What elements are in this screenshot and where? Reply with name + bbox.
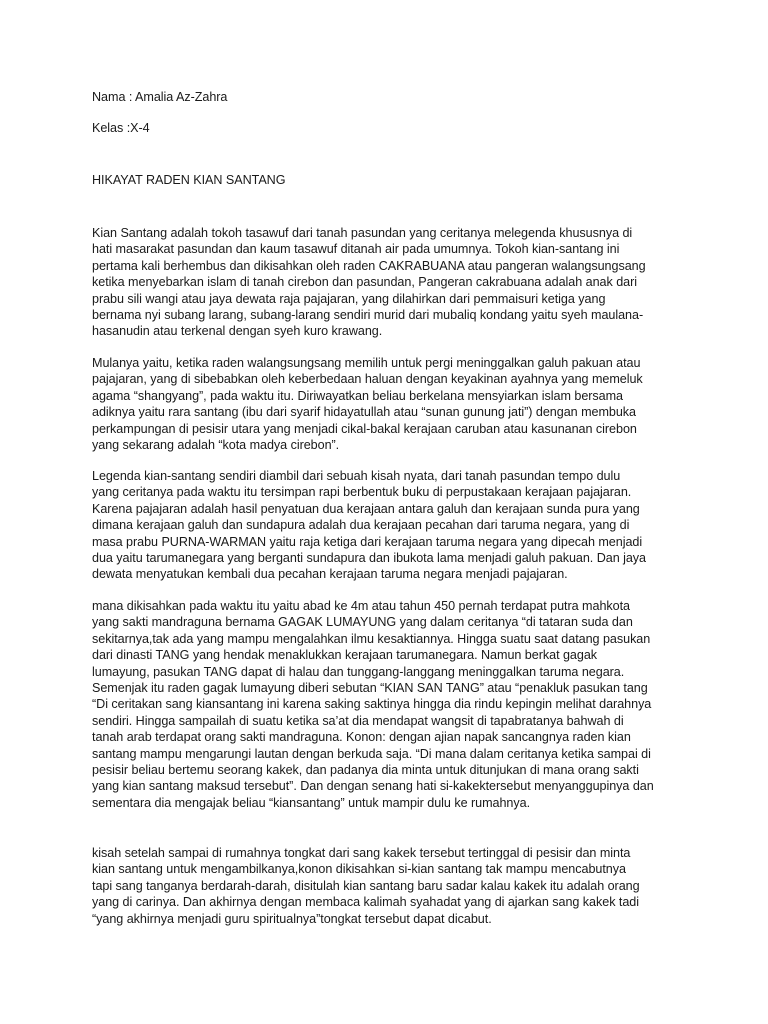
paragraph-2 — [92, 355, 698, 453]
text-line: lumayung, pasukan TANG dapat di halau dan tunggang-langgang meninggalkan taruma negara. — [92, 664, 625, 679]
text-line: Semenjak itu raden gagak lumayung diberi sebutan “KIAN SAN TANG” atau “penakluk pasukan tang — [92, 681, 648, 696]
student-name: Nama : Amalia Az-Zahra — [92, 90, 228, 104]
text-line: yang kian santang maksud tersebut”. Dan dengan senang hati si-kakektersebut menyanggupinya dan — [92, 779, 654, 794]
paragraph-5 — [92, 845, 698, 927]
paragraph-1 — [92, 225, 698, 340]
text-line: “Di ceritakan sang kiansantang ini karena saking saktinya hingga dia rindu kepingin melihat darahnya — [92, 697, 652, 712]
text-line: kian santang untuk mengambilkanya,konon dikisahkan si-kian santang tak mampu mencabutnya — [92, 862, 626, 877]
text-line: santang mampu mengarungi lautan dengan berkuda saja. “Di mana dalam ceritanya ketika sampai di — [92, 746, 651, 761]
paragraph-4 — [92, 598, 698, 811]
text-line: yang sakti mandraguna bernama GAGAK LUMAYUNG yang dalam ceritanya “di tataran suda dan — [92, 615, 633, 630]
text-line: kisah setelah sampai di rumahnya tongkat dari sang kakek tersebut tertinggal di pesisir dan minta — [92, 846, 631, 860]
text-line: Kian Santang adalah tokoh tasawuf dari tanah pasundan yang ceritanya melegenda khususnya di — [92, 226, 633, 240]
text-line: adiknya yaitu rara santang (ibu dari syarif hidayatullah atau “sunan gunung jati”) dengan membuka — [92, 405, 637, 420]
student-class: Kelas :X-4 — [92, 121, 150, 135]
text-line: pesisir beliau bertemu seorang kakek, dan padanya dia minta untuk ditunjukan di mana orang sakti — [92, 763, 639, 778]
text-line: sementara dia mengajak beliau “kiansantang” untuk mampir dulu ke rumahnya. — [92, 795, 531, 810]
text-line: pajajaran, yang di sibebabkan oleh keberbedaan haluan dengan keyakinan ayahnya yang memeluk — [92, 372, 643, 387]
text-line: yang di carinya. Dan akhirnya dengan membaca kalimah syahadat yang di ajarkan sang kakek tadi — [92, 895, 640, 910]
text-line: ketika menyebarkan islam di tanah cirebon dan pasundan, Pangeran cakrabuana adalah anak dari — [92, 275, 638, 290]
text-line: prabu sili wangi atau jaya dewata raja pajajaran, yang dilahirkan dari pemmaisuri ketiga yang — [92, 291, 606, 306]
text-line: Mulanya yaitu, ketika raden walangsungsang memilih untuk pergi meninggalkan galuh pakuan atau — [92, 356, 641, 370]
document-title: HIKAYAT RADEN KIAN SANTANG — [92, 173, 286, 187]
text-line: Legenda kian-santang sendiri diambil dari sebuah kisah nyata, dari tanah pasundan tempo dulu — [92, 469, 621, 483]
text-line: hati masarakat pasundan dan kaum tasawuf ditanah air pada umumnya. Tokoh kian-santang ini — [92, 242, 620, 257]
text-line: sendiri. Hingga sampailah di suatu ketika sa’at dia mendapat wangsit di tapabratanya bahwah di — [92, 713, 624, 728]
text-line: tanah arab terdapat orang sakti mandraguna. Konon: dengan ajian napak sancangnya raden kian — [92, 730, 631, 745]
text-line: dimana kerajaan galuh dan sundapura adalah dua kerajaan pecahan dari taruma negara, yang di — [92, 518, 630, 533]
text-line: “yang akhirnya menjadi guru spiritualnya”tongkat tersebut dapat dicabut. — [92, 911, 492, 926]
text-line: perkampungan di pesisir utara yang menjadi cikal-bakal kerajaan caruban atau kasunanan cirebon — [92, 421, 637, 436]
text-line: yang ceritanya pada waktu itu tersimpan rapi berbentuk buku di perpustakaan kerajaan pajajaran. — [92, 485, 632, 500]
text-line: yang sekarang adalah “kota madya cirebon”. — [92, 438, 340, 453]
text-line: Karena pajajaran adalah hasil penyatuan dua kerajaan antara galuh dan kerajaan sunda pura yang — [92, 501, 640, 516]
text-line: pertama kali berhembus dan dikisahkan oleh raden CAKRABUANA atau pangeran walangsungsang — [92, 258, 646, 273]
text-line: masa prabu PURNA-WARMAN yaitu raja ketiga dari kerajaan taruma negara yang dipecah menjadi — [92, 534, 643, 549]
text-line: agama “shangyang”, pada waktu itu. Diriwayatkan beliau berkelana mensyiarkan islam bersama — [92, 388, 624, 403]
text-line: tapi sang tanganya berdarah-darah, disitulah kian santang baru sadar kalau kakek itu adalah orang — [92, 878, 640, 893]
text-line: sekitarnya,tak ada yang mampu mengalahkan ilmu kesaktiannya. Hingga suatu saat datang pasukan — [92, 631, 651, 646]
text-line: hasanudin atau terkenal dengan syeh kuro krawang. — [92, 324, 383, 339]
text-line: dua yaitu tarumanegara yang berganti sundapura dan ibukota lama menjadi galuh pakuan. Dan jaya — [92, 551, 647, 566]
paragraph-3 — [92, 468, 698, 583]
text-line: dewata menyatukan kembali dua pecahan kerajaan taruma negara menjadi pajajaran. — [92, 567, 568, 582]
text-line: dari dinasti TANG yang hendak menaklukkan kerajaan tarumanegara. Namun berkat gagak — [92, 648, 598, 663]
text-line: mana dikisahkan pada waktu itu yaitu abad ke 4m atau tahun 450 pernah terdapat putra mahkota — [92, 599, 630, 613]
text-line: bernama nyi subang larang, subang-larang sendiri murid dari mubaliq kondang yaitu syeh maulana- — [92, 308, 644, 323]
